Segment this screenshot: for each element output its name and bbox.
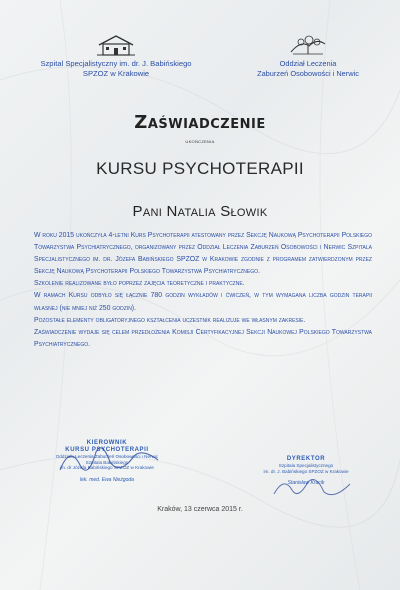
body-paragraph: W ramach Kursu odbyło się łącznie 780 godzin wykładów i ćwiczeń, w tym wymagana liczba godzin terapii własnej (nie mniej niż 250 godzin). <box>34 292 372 312</box>
course-name: KURSU PSYCHOTERAPII <box>96 159 304 178</box>
stamp-title: KIEROWNIK <box>86 440 128 446</box>
stamp-title: DYREKTOR <box>286 456 326 462</box>
director-stamp <box>246 456 366 486</box>
certificate-body <box>34 230 372 351</box>
stamp-line: im. dr Józefa Babińskiego SPZOZ w Krakowie <box>60 465 154 471</box>
hospital-header <box>18 34 214 78</box>
tree-logo <box>287 34 329 56</box>
stamp-signer: Stanisław Kracik <box>287 480 325 487</box>
stamp-line: Oddziału Leczenia Zaburzeń Osobowości i Nerwic <box>55 454 159 459</box>
stamp-line: Szpitala Specjalistycznego <box>278 463 334 468</box>
department-name-line1: Oddział Leczenia <box>279 59 337 68</box>
stamp-line: Szpitala Babińskiego <box>85 459 129 465</box>
hospital-city: SPZOZ w Krakowie <box>82 68 150 78</box>
hospital-name: Szpital Specjalistyczny im. dr. J. Babińskiego <box>40 59 192 68</box>
department-header <box>234 34 382 78</box>
stamp-course: KURSU PSYCHOTERAPII <box>65 447 149 453</box>
department-name-line2: Zaburzeń Osobowości i Nerwic <box>257 68 359 78</box>
place-and-date: Kraków, 13 czerwca 2015 r. <box>157 506 243 513</box>
certificate-subtitle: ukończenia <box>185 138 215 145</box>
recipient-name: Pani Natalia Słowik <box>132 203 268 220</box>
certificate-title: Zaświadczenie <box>134 112 266 133</box>
body-paragraph: Szkolenie realizowane było poprzez zajęcia teoretyczne i praktyczne. <box>34 280 245 288</box>
stamp-signer: lek. med. Ewa Nieżgoda <box>80 476 134 483</box>
body-paragraph: Pozostałe elementy obligatoryjnego kształcenia uczestnik realizuje we własnym zakresie. <box>34 316 306 324</box>
hospital-building-logo <box>95 34 137 56</box>
course-director-stamp <box>40 440 174 483</box>
stamp-line: im. dr. J. Babińskiego SPZOZ w Krakowie <box>263 468 349 474</box>
body-paragraph: Zaświadczenie wydaje się celem przedłożenia Komisji Certyfikacyjnej Sekcji Naukowej Polskiego Towarzystwa Psychiatrycznego. <box>34 328 372 348</box>
body-paragraph: W roku 2015 ukończyła 4-letni Kurs Psychoterapii atestowany przez Sekcję Naukową Psychoterapii Polskiego Towarzystwa Psychiatrycznego, organizowany przez Oddział Leczenia Zaburzeń Osobowości i Nerwic Szpitala Specjalistycznego im. dr. Józefa Babińskiego SPZOZ w Krakowie zgodnie z programem zatwierdzonym przez Sekcję Naukową Psychoterapii Polskiego Towarzystwa Psychiatrycznego. <box>34 232 373 276</box>
